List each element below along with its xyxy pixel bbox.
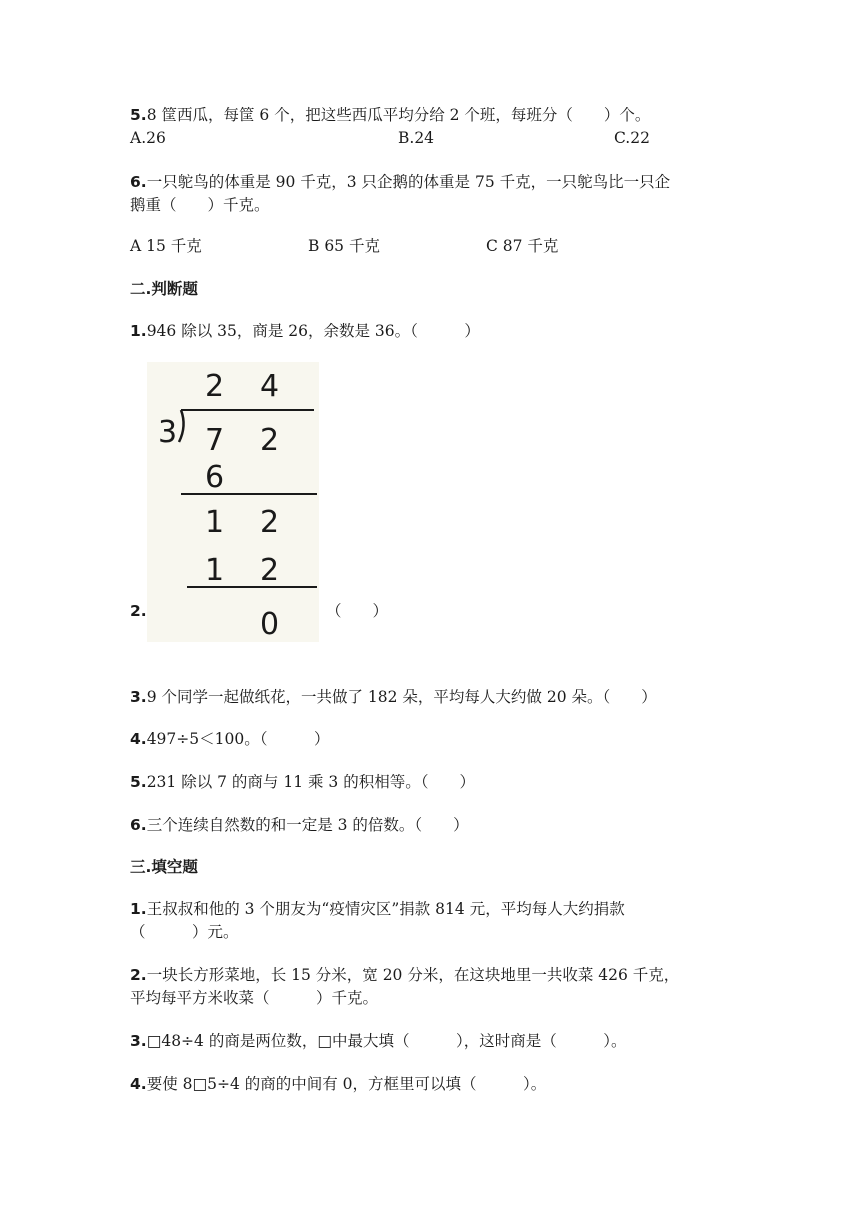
question-text-continued: 鹅重（ ）千克。: [130, 196, 270, 214]
item-text: 要使 8□5÷4 的商的中间有 0，方框里可以填（ ）。: [146, 1075, 547, 1093]
item-text: 9 个同学一起做纸花，一共做了 182 朵，平均每人大约做 20 朵。（ ）: [146, 688, 657, 706]
quotient-digit: 4: [260, 369, 280, 404]
item-text: 946 除以 35，商是 26，余数是 36。（ ）: [146, 322, 480, 340]
dividend-digit: 7: [205, 423, 225, 458]
question-text: 一只鸵鸟的体重是 90 千克，3 只企鹅的体重是 75 千克，一只鸵鸟比一只企: [146, 173, 671, 191]
item-number: 2.: [130, 602, 147, 620]
step-digit: 6: [205, 460, 225, 495]
item-number: 1.: [130, 900, 147, 918]
option-c: C 87 千克: [486, 237, 559, 255]
division-bracket: [179, 410, 184, 442]
fill-item-4: [130, 1074, 546, 1094]
option-a: A.26: [130, 129, 166, 147]
item-text: □48÷4 的商是两位数，□中最大填（ ），这时商是（ ）。: [146, 1032, 627, 1050]
section-title-judgement: 二.判断题: [130, 280, 198, 298]
item-text: 三个连续自然数的和一定是 3 的倍数。（ ）: [146, 816, 469, 834]
fill-item-1: [130, 899, 625, 919]
fill-item-3: [130, 1031, 626, 1051]
step-digit: 2: [260, 553, 280, 588]
fill-item-1-continued: （ ）元。: [130, 923, 239, 941]
question-number: 5.: [130, 106, 147, 124]
item-text: 一块长方形菜地，长 15 分米，宽 20 分米，在这块地里一共收菜 426 千克，: [146, 966, 680, 984]
item-number: 3.: [130, 688, 147, 706]
step-digit: 1: [205, 553, 225, 588]
step-digit: 1: [205, 505, 225, 540]
item-number: 1.: [130, 322, 147, 340]
option-c: C.22: [614, 129, 650, 147]
quotient-digit: 2: [205, 369, 225, 404]
step-digit: 2: [260, 505, 280, 540]
option-b: B 65 千克: [308, 237, 380, 255]
question-number: 6.: [130, 173, 147, 191]
choice-question-5: [130, 105, 650, 125]
judgement-item-6: [130, 815, 469, 835]
fill-item-2-continued: 平均每平方米收菜（ ）千克。: [130, 989, 379, 1007]
item-text: 王叔叔和他的 3 个朋友为“疫情灾区”捐款 814 元，平均每人大约捐款: [146, 900, 625, 918]
judgement-item-3: [130, 687, 657, 707]
judgement-item-2-blank: （ ）: [326, 602, 389, 620]
judgement-item-2-number: [130, 601, 147, 621]
option-a: A 15 千克: [130, 237, 202, 255]
item-number: 3.: [130, 1032, 147, 1050]
judgement-item-5: [130, 772, 475, 792]
dividend-digit: 2: [260, 423, 280, 458]
item-text: 231 除以 7 的商与 11 乘 3 的积相等。（ ）: [146, 773, 475, 791]
section-title-fill: 三.填空题: [130, 858, 198, 876]
item-text: 497÷5＜100。（ ）: [146, 730, 330, 748]
judgement-item-4: [130, 729, 329, 749]
item-number: 2.: [130, 966, 147, 984]
long-division-image: [147, 362, 319, 642]
remainder-digit: 0: [260, 607, 280, 642]
choice-question-6: [130, 172, 670, 192]
fill-item-2: [130, 965, 679, 985]
judgement-item-1: [130, 321, 480, 341]
item-number: 4.: [130, 730, 147, 748]
option-b: B.24: [398, 129, 435, 147]
item-number: 6.: [130, 816, 147, 834]
question-text: 8 筐西瓜，每筐 6 个，把这些西瓜平均分给 2 个班，每班分（ ）个。: [146, 106, 651, 124]
item-number: 4.: [130, 1075, 147, 1093]
item-number: 5.: [130, 773, 147, 791]
divisor-digit: 3: [158, 415, 178, 450]
